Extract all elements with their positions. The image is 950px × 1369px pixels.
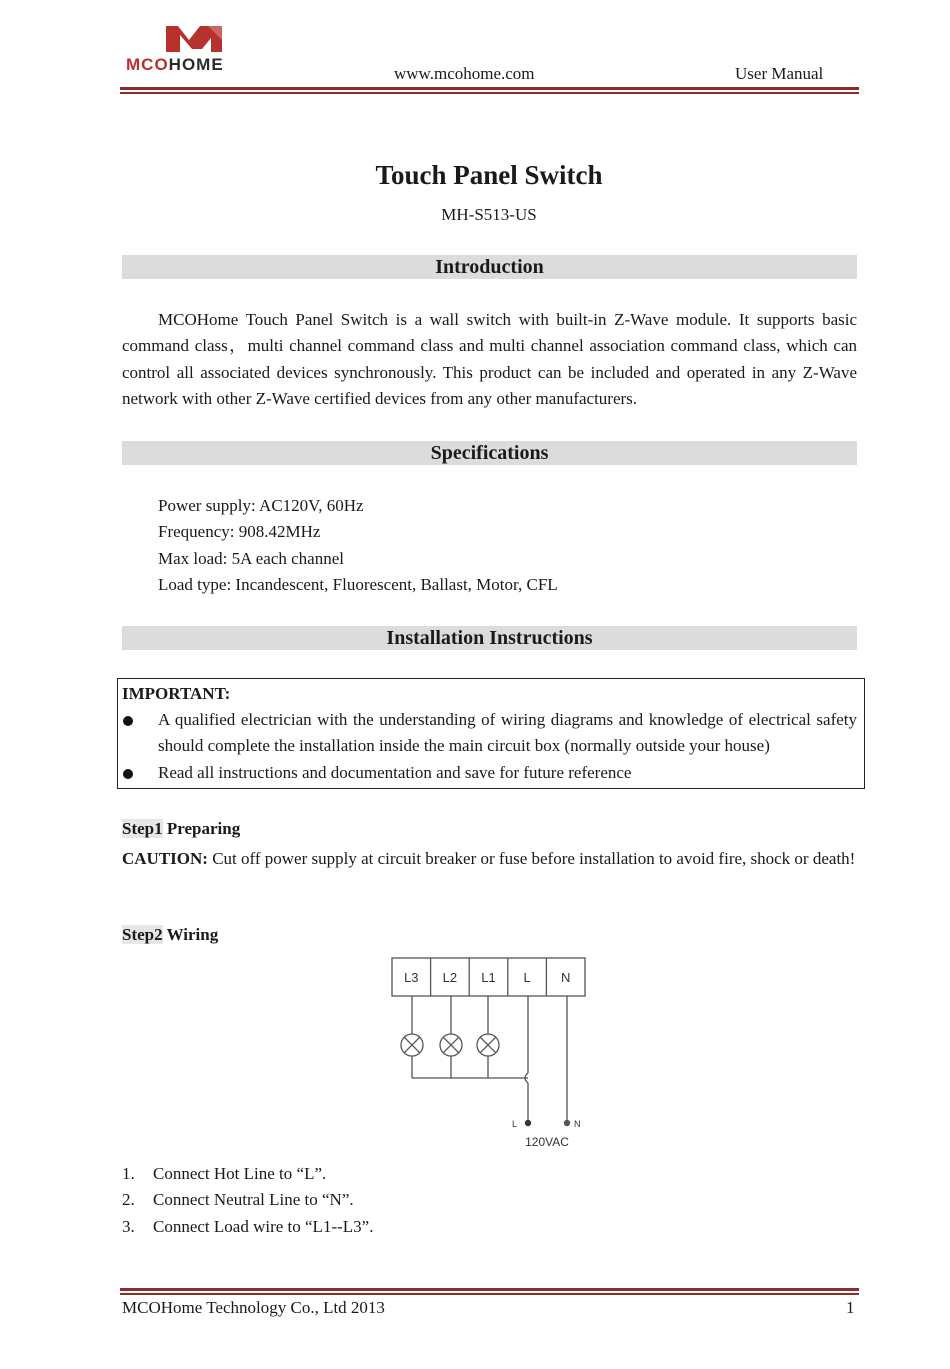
- list-item: Connect Load wire to “L1--L3”.: [153, 1217, 374, 1236]
- logo-wordmark: MCOHOME: [126, 55, 224, 74]
- caution-paragraph: [122, 846, 857, 872]
- terminal-label: L3: [404, 970, 419, 985]
- spec-item: Frequency: 908.42MHz: [158, 522, 321, 541]
- section-heading-introduction: Introduction: [122, 255, 857, 279]
- wiring-diagram: [385, 952, 595, 1152]
- neutral-terminal-dot: [564, 1120, 570, 1126]
- introduction-paragraph: MCOHome Touch Panel Switch is a wall switch with built-in Z-Wave module. It supports basic command class，multi channel command class and multi channel association command class, which can control all associated devices synchronously. This product can be included and operated in any Z-Wave network with other Z-Wave certified devices from any other manufacturers.: [122, 310, 857, 408]
- section-heading-installation: Installation Instructions: [122, 626, 857, 650]
- important-item: Read all instructions and documentation and save for future reference: [158, 763, 632, 782]
- important-heading: IMPORTANT:: [122, 684, 231, 703]
- list-number: 3.: [122, 1217, 135, 1236]
- brand-logo: [122, 18, 272, 80]
- page-number: 1: [846, 1298, 855, 1317]
- model-number: MH-S513-US: [441, 205, 537, 224]
- terminal-label: L2: [442, 970, 458, 985]
- logo-mark-icon: [122, 18, 272, 58]
- footer-company: MCOHome Technology Co., Ltd 2013: [122, 1298, 385, 1317]
- section-heading-specifications: Specifications: [122, 441, 857, 465]
- neutral-label: N: [574, 1119, 581, 1129]
- terminal-label: N: [561, 970, 571, 985]
- spec-item: Max load: 5A each channel: [158, 549, 344, 568]
- bullet-icon: [123, 769, 133, 779]
- page-title: Touch Panel Switch: [375, 160, 603, 190]
- list-number: 2.: [122, 1190, 135, 1209]
- step2-label: Wiring: [162, 925, 219, 944]
- footer-rule: [120, 1288, 859, 1295]
- caution-label: CAUTION:: [122, 849, 208, 868]
- list-number: 1.: [122, 1164, 135, 1183]
- step1-label: Preparing: [162, 819, 241, 838]
- bullet-icon: [123, 716, 133, 726]
- spec-item: Load type: Incandescent, Fluorescent, Ballast, Motor, CFL: [158, 575, 558, 594]
- voltage-label: 120VAC: [525, 1135, 569, 1149]
- terminal-label: L1: [481, 970, 496, 985]
- header-rule: [120, 87, 859, 94]
- line-label: L: [512, 1119, 518, 1129]
- step1-heading: [122, 819, 240, 839]
- step2-number: Step2: [122, 925, 163, 944]
- step1-number: Step1: [122, 819, 163, 838]
- spec-item: Power supply: AC120V, 60Hz: [158, 496, 364, 515]
- header-manual-label: User Manual: [735, 64, 824, 83]
- terminal-label: L: [523, 970, 531, 985]
- list-item: Connect Neutral Line to “N”.: [153, 1190, 354, 1209]
- caution-text: Cut off power supply at circuit breaker or fuse before installation to avoid fire, shock or death!: [207, 849, 856, 868]
- step2-heading: [122, 925, 218, 945]
- line-terminal-dot: [525, 1120, 531, 1126]
- list-item: Connect Hot Line to “L”.: [153, 1164, 327, 1183]
- header-url: www.mcohome.com: [394, 64, 535, 83]
- important-item: A qualified electrician with the understanding of wiring diagrams and knowledge of electrical safety should complete the installation inside the main circuit box (normally outside your house): [158, 710, 857, 756]
